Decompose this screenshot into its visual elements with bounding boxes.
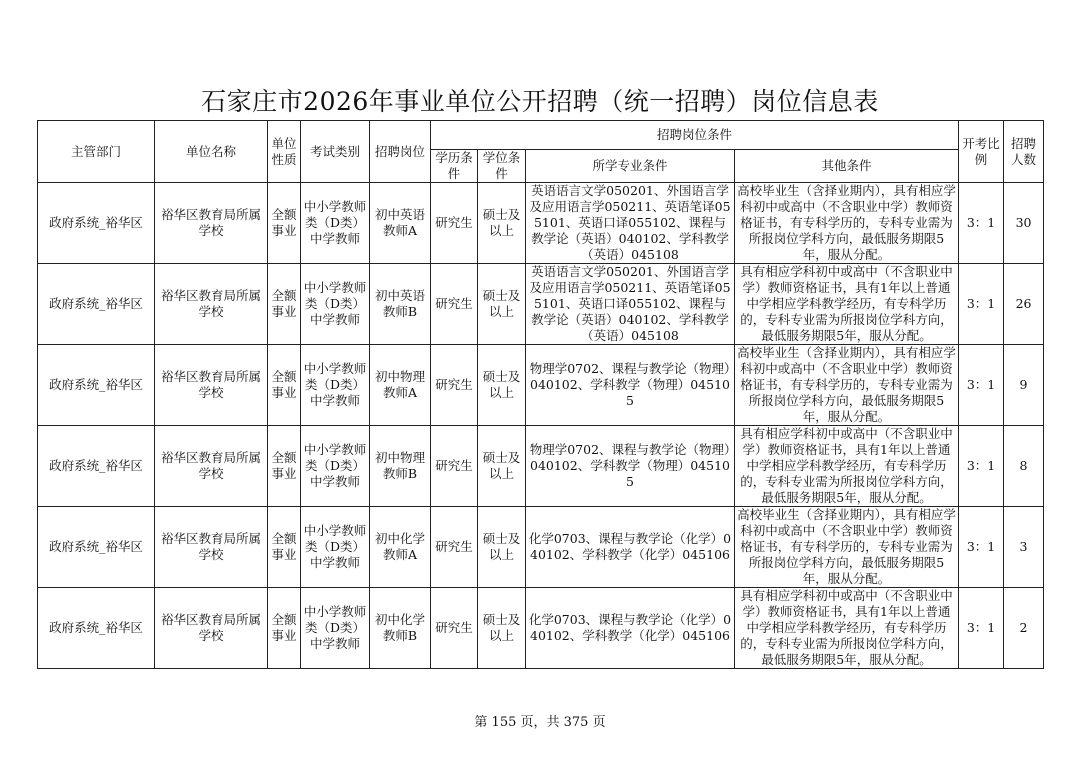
page-title: 石家庄市2026年事业单位公开招聘（统一招聘）岗位信息表 [201, 87, 879, 116]
cell-unit: 裕华区教育局所属学校 [155, 588, 268, 669]
header-education: 学历条件 [431, 150, 478, 183]
cell-nature: 全额事业 [268, 588, 301, 669]
table-row [38, 183, 1044, 264]
cell-unit: 裕华区教育局所属学校 [155, 345, 268, 426]
cell-education: 研究生 [431, 264, 478, 345]
cell-major: 物理学0702、课程与教学论（物理）040102、学科教学（物理）045105 [526, 345, 735, 426]
header-ratio: 开考比例 [959, 121, 1004, 183]
cell-count: 9 [1004, 345, 1044, 426]
cell-count: 3 [1004, 507, 1044, 588]
cell-post: 初中物理教师A [370, 345, 431, 426]
cell-post: 初中英语教师B [370, 264, 431, 345]
cell-education: 研究生 [431, 183, 478, 264]
cell-major: 物理学0702、课程与教学论（物理）040102、学科教学（物理）045105 [526, 426, 735, 507]
header-exam-type: 考试类别 [301, 121, 370, 183]
cell-degree: 硕士及以上 [478, 426, 526, 507]
cell-count: 26 [1004, 264, 1044, 345]
cell-exam-type: 中小学教师类（D类）中学教师 [301, 588, 370, 669]
header-count: 招聘人数 [1004, 121, 1044, 183]
table-row [38, 507, 1044, 588]
cell-ratio: 3：1 [959, 345, 1004, 426]
cell-education: 研究生 [431, 588, 478, 669]
table-row [38, 588, 1044, 669]
cell-other: 高校毕业生（含择业期内），具有相应学科初中或高中（不含职业中学）教师资格证书，有专科学历的，专科专业需为所报岗位学科方向，最低服务期限5年，服从分配。 [735, 507, 959, 588]
cell-degree: 硕士及以上 [478, 264, 526, 345]
header-unit: 单位名称 [155, 121, 268, 183]
header-nature: 单位性质 [268, 121, 301, 183]
cell-nature: 全额事业 [268, 426, 301, 507]
cell-post: 初中化学教师A [370, 507, 431, 588]
header-other: 其他条件 [735, 150, 959, 183]
cell-nature: 全额事业 [268, 345, 301, 426]
header-post: 招聘岗位 [370, 121, 431, 183]
header-major: 所学专业条件 [526, 150, 735, 183]
cell-count: 2 [1004, 588, 1044, 669]
cell-dept: 政府系统_裕华区 [38, 264, 155, 345]
cell-ratio: 3：1 [959, 264, 1004, 345]
cell-post: 初中物理教师B [370, 426, 431, 507]
cell-exam-type: 中小学教师类（D类）中学教师 [301, 507, 370, 588]
cell-count: 8 [1004, 426, 1044, 507]
cell-ratio: 3：1 [959, 426, 1004, 507]
cell-major: 英语语言文学050201、外国语言学及应用语言学050211、英语笔译055101、英语口译055102、课程与教学论（英语）040102、学科教学（英语）045108 [526, 264, 735, 345]
cell-nature: 全额事业 [268, 183, 301, 264]
cell-other: 具有相应学科初中或高中（不含职业中学）教师资格证书，具有1年以上普通中学相应学科教学经历，有专科学历的，专科专业需为所报岗位学科方向，最低服务期限5年，服从分配。 [735, 426, 959, 507]
cell-degree: 硕士及以上 [478, 345, 526, 426]
cell-other: 具有相应学科初中或高中（不含职业中学）教师资格证书，具有1年以上普通中学相应学科教学经历，有专科学历的，专科专业需为所报岗位学科方向，最低服务期限5年，服从分配。 [735, 588, 959, 669]
cell-degree: 硕士及以上 [478, 183, 526, 264]
cell-exam-type: 中小学教师类（D类）中学教师 [301, 183, 370, 264]
header-degree: 学位条件 [478, 150, 526, 183]
table-row [38, 264, 1044, 345]
cell-education: 研究生 [431, 345, 478, 426]
cell-degree: 硕士及以上 [478, 588, 526, 669]
cell-post: 初中化学教师B [370, 588, 431, 669]
table-row [38, 345, 1044, 426]
cell-unit: 裕华区教育局所属学校 [155, 507, 268, 588]
cell-count: 30 [1004, 183, 1044, 264]
table-row [38, 426, 1044, 507]
cell-education: 研究生 [431, 426, 478, 507]
cell-ratio: 3：1 [959, 588, 1004, 669]
cell-dept: 政府系统_裕华区 [38, 345, 155, 426]
cell-ratio: 3：1 [959, 507, 1004, 588]
header-row-1 [38, 121, 1044, 150]
cell-ratio: 3：1 [959, 183, 1004, 264]
cell-dept: 政府系统_裕华区 [38, 183, 155, 264]
header-dept: 主管部门 [38, 121, 155, 183]
cell-other: 具有相应学科初中或高中（不含职业中学）教师资格证书，具有1年以上普通中学相应学科教学经历，有专科学历的，专科专业需为所报岗位学科方向，最低服务期限5年，服从分配。 [735, 264, 959, 345]
cell-post: 初中英语教师A [370, 183, 431, 264]
cell-dept: 政府系统_裕华区 [38, 426, 155, 507]
cell-other: 高校毕业生（含择业期内），具有相应学科初中或高中（不含职业中学）教师资格证书，有专科学历的，专科专业需为所报岗位学科方向，最低服务期限5年，服从分配。 [735, 183, 959, 264]
cell-dept: 政府系统_裕华区 [38, 588, 155, 669]
cell-unit: 裕华区教育局所属学校 [155, 426, 268, 507]
job-table [37, 120, 1044, 669]
cell-major: 化学0703、课程与教学论（化学）040102、学科教学（化学）045106 [526, 588, 735, 669]
cell-nature: 全额事业 [268, 264, 301, 345]
cell-unit: 裕华区教育局所属学校 [155, 183, 268, 264]
cell-major: 化学0703、课程与教学论（化学）040102、学科教学（化学）045106 [526, 507, 735, 588]
cell-education: 研究生 [431, 507, 478, 588]
cell-dept: 政府系统_裕华区 [38, 507, 155, 588]
cell-exam-type: 中小学教师类（D类）中学教师 [301, 426, 370, 507]
cell-nature: 全额事业 [268, 507, 301, 588]
cell-exam-type: 中小学教师类（D类）中学教师 [301, 345, 370, 426]
page-footer: 第 155 页，共 375 页 [474, 715, 606, 730]
cell-degree: 硕士及以上 [478, 507, 526, 588]
header-conditions: 招聘岗位条件 [431, 121, 959, 150]
cell-other: 高校毕业生（含择业期内），具有相应学科初中或高中（不含职业中学）教师资格证书，有专科学历的，专科专业需为所报岗位学科方向，最低服务期限5年，服从分配。 [735, 345, 959, 426]
cell-unit: 裕华区教育局所属学校 [155, 264, 268, 345]
cell-major: 英语语言文学050201、外国语言学及应用语言学050211、英语笔译055101、英语口译055102、课程与教学论（英语）040102、学科教学（英语）045108 [526, 183, 735, 264]
cell-exam-type: 中小学教师类（D类）中学教师 [301, 264, 370, 345]
